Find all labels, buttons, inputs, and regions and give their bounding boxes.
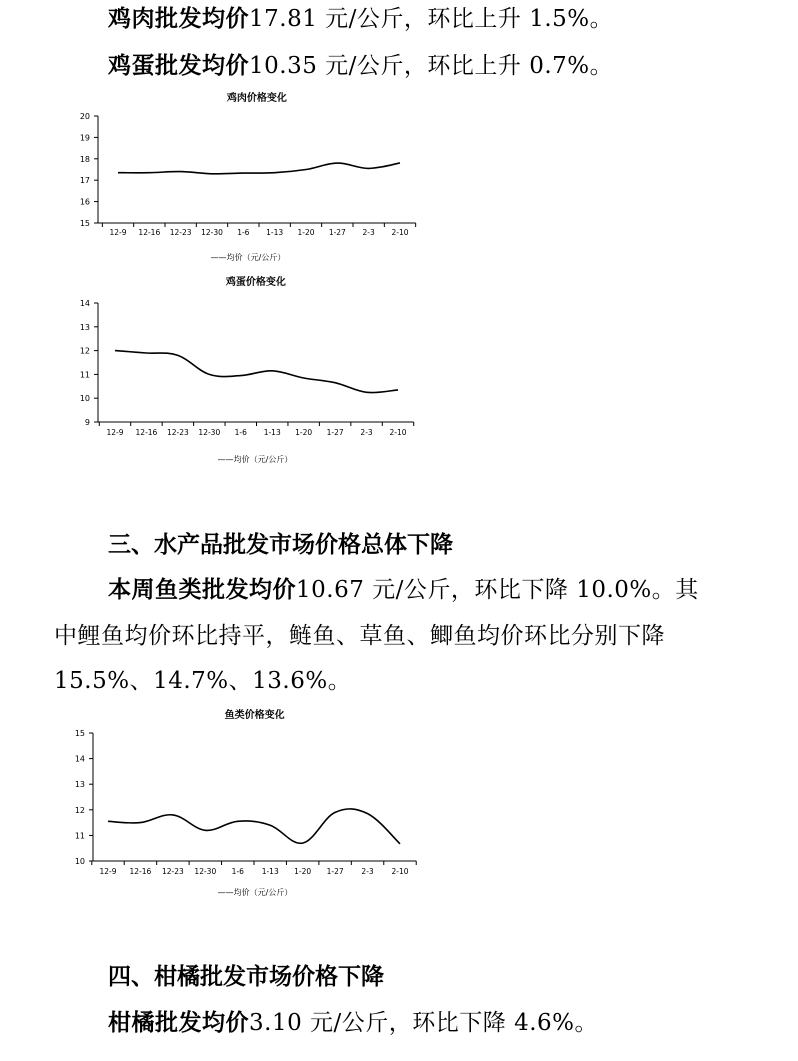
section-heading-citrus: 四、柑橘批发市场价格下降 xyxy=(108,964,384,990)
chicken-price-text: 17.81 元/公斤，环比上升 1.5%。 xyxy=(249,6,614,32)
y-tick-label: 10 xyxy=(79,394,90,404)
y-tick-label: 11 xyxy=(74,831,85,841)
fish-price-line-1 xyxy=(108,575,699,605)
y-tick-label: 18 xyxy=(79,154,90,164)
x-tick-label: 2-3 xyxy=(362,228,375,237)
x-tick-label: 12-23 xyxy=(161,867,184,876)
chicken-chart-svg xyxy=(0,88,440,273)
x-tick-label: 12-9 xyxy=(99,867,117,876)
x-tick-label: 2-3 xyxy=(361,867,374,876)
x-tick-label: 12-30 xyxy=(198,428,221,437)
x-tick-label: 1-13 xyxy=(266,228,284,237)
x-tick-label: 1-6 xyxy=(231,867,244,876)
y-tick-label: 11 xyxy=(79,370,90,380)
x-tick-label: 2-3 xyxy=(360,428,373,437)
egg-chart-svg xyxy=(0,272,440,472)
fish-chart xyxy=(0,704,440,904)
chart-title: 鸡蛋价格变化 xyxy=(225,277,286,288)
x-tick-label: 1-6 xyxy=(234,428,247,437)
y-tick-label: 13 xyxy=(79,322,90,332)
x-tick-label: 2-10 xyxy=(391,867,409,876)
x-tick-label: 12-16 xyxy=(129,867,152,876)
section-heading-aquatic: 三、水产品批发市场价格总体下降 xyxy=(108,532,453,558)
x-tick-label: 12-30 xyxy=(194,867,217,876)
x-tick-label: 1-13 xyxy=(263,428,281,437)
y-tick-label: 12 xyxy=(79,346,90,356)
citrus-price-line xyxy=(108,1008,598,1038)
y-tick-label: 15 xyxy=(79,219,90,228)
chart-title: 鸡肉价格变化 xyxy=(226,93,287,104)
x-tick-label: 12-16 xyxy=(135,428,158,437)
egg-price-label: 鸡蛋批发均价 xyxy=(108,53,249,79)
series-line xyxy=(118,163,400,174)
fish-price-text: 10.67 元/公斤，环比下降 10.0%。其 xyxy=(296,577,699,603)
x-tick-label: 1-20 xyxy=(295,428,313,437)
chicken-price-label: 鸡肉批发均价 xyxy=(108,6,249,32)
x-tick-label: 12-16 xyxy=(138,228,161,237)
chicken-chart xyxy=(0,88,440,273)
y-tick-label: 15 xyxy=(74,729,85,738)
y-tick-label: 9 xyxy=(84,418,90,427)
y-tick-label: 14 xyxy=(79,299,90,308)
fish-price-line-2: 中鲤鱼均价环比持平，鲢鱼、草鱼、鲫鱼均价环比分别下降 xyxy=(54,623,665,649)
x-tick-label: 12-9 xyxy=(106,428,124,437)
series-line xyxy=(115,351,398,393)
chicken-price-line xyxy=(108,4,613,34)
chart-legend: ——均价（元/公斤） xyxy=(217,888,293,897)
y-tick-label: 20 xyxy=(79,112,90,121)
egg-price-text: 10.35 元/公斤，环比上升 0.7%。 xyxy=(249,53,614,79)
x-tick-label: 12-30 xyxy=(201,228,223,237)
y-tick-label: 12 xyxy=(74,805,85,815)
x-tick-label: 12-23 xyxy=(166,428,189,437)
chart-title: 鱼类价格变化 xyxy=(224,710,285,721)
x-tick-label: 12-9 xyxy=(109,228,127,237)
egg-chart xyxy=(0,272,440,472)
citrus-price-label: 柑橘批发均价 xyxy=(108,1010,249,1036)
citrus-price-text: 3.10 元/公斤，环比下降 4.6%。 xyxy=(249,1010,599,1036)
y-tick-label: 10 xyxy=(74,857,85,866)
y-tick-label: 17 xyxy=(79,176,90,186)
y-tick-label: 14 xyxy=(74,754,85,764)
x-tick-label: 2-10 xyxy=(389,428,407,437)
chart-legend: ——均价（元/公斤） xyxy=(210,253,286,262)
x-tick-label: 1-27 xyxy=(328,228,346,237)
x-tick-label: 1-27 xyxy=(326,428,344,437)
fish-price-label: 本周鱼类批发均价 xyxy=(108,577,296,603)
x-tick-label: 1-20 xyxy=(294,867,312,876)
x-tick-label: 1-6 xyxy=(237,228,250,237)
fish-price-line-3: 15.5%、14.7%、13.6%。 xyxy=(54,668,352,694)
x-tick-label: 12-23 xyxy=(169,228,192,237)
y-tick-label: 19 xyxy=(79,133,90,143)
y-tick-label: 16 xyxy=(79,197,90,207)
x-tick-label: 2-10 xyxy=(391,228,409,237)
egg-price-line xyxy=(108,51,613,81)
fish-chart-svg xyxy=(0,704,440,904)
y-tick-label: 13 xyxy=(74,780,85,790)
x-tick-label: 1-27 xyxy=(326,867,344,876)
x-tick-label: 1-13 xyxy=(261,867,279,876)
chart-legend: ——均价（元/公斤） xyxy=(217,455,293,464)
x-tick-label: 1-20 xyxy=(297,228,315,237)
series-line xyxy=(108,809,400,844)
